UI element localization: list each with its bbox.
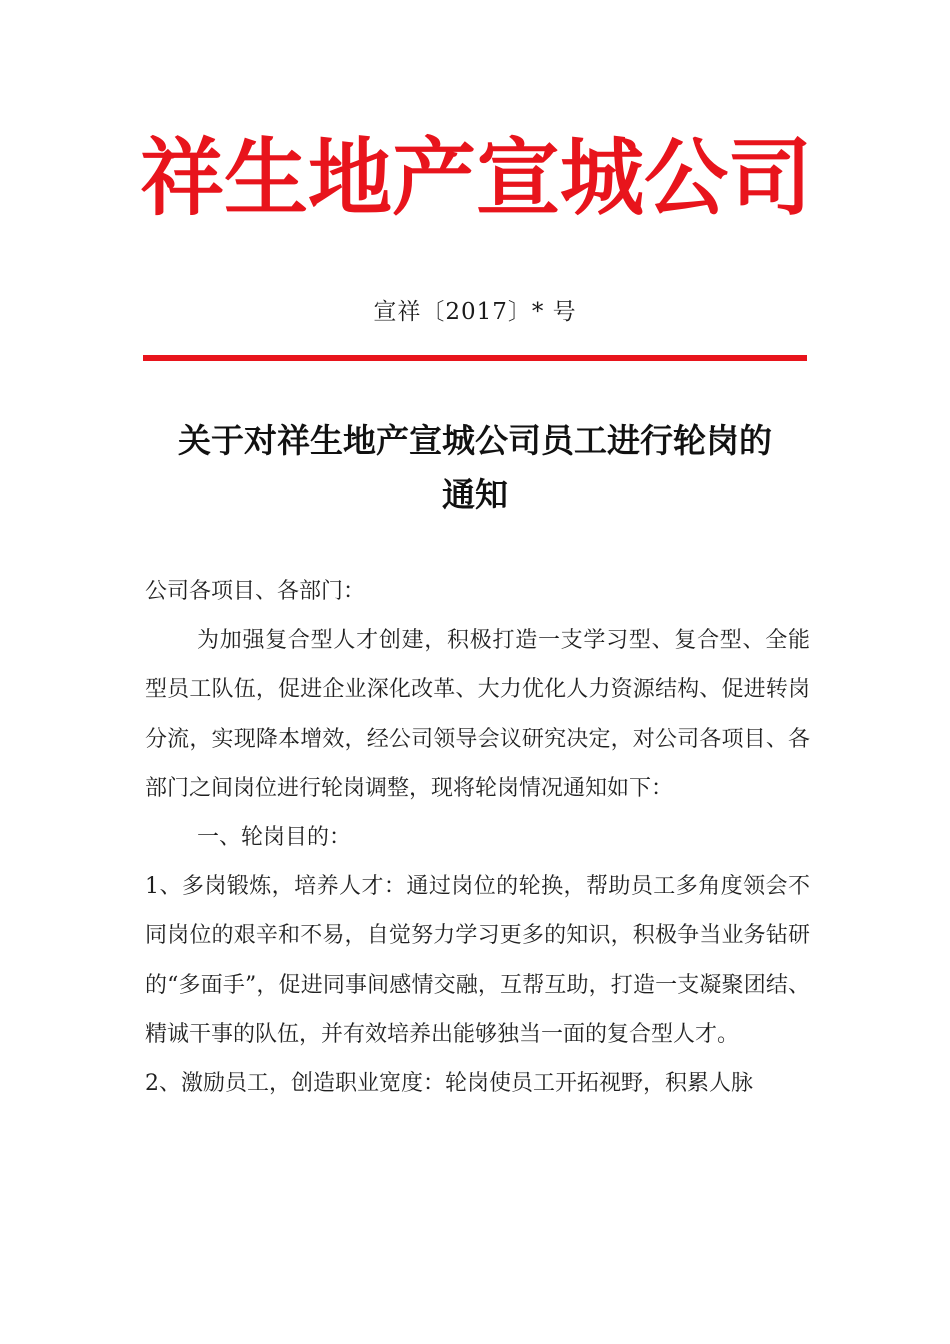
section-heading: 一、轮岗目的： [197,825,352,851]
red-divider-line [143,355,807,361]
list-item: 1、多岗锻炼，培养人才：通过岗位的轮换，帮助员工多角度领会不同岗位的艰辛和不易，自觉努力学习更多的知识，积极争当业务钻研的“多面手”，促进同事间感情交融，互帮互助，打造一支凝聚团结、精诚干事的队伍，并有效培养出能够独当一面的复合型人才。 [145,874,810,1047]
document-body [145,567,810,1108]
salutation: 公司各项目、各部门： [145,579,366,604]
list-item: 2、激励员工，创造职业宽度：轮岗使员工开拓视野，积累人脉 [145,1071,753,1097]
document-title [140,414,810,522]
intro-paragraph: 为加强复合型人才创建，积极打造一支学习型、复合型、全能型员工队伍，促进企业深化改革、大力优化人力资源结构、促进转岗分流，实现降本增效，经公司领导会议研究决定，对公司各项目、各部门之间岗位进行轮岗调整，现将轮岗情况通知如下： [145,628,810,801]
organization-masthead: 祥生地产宣城公司 [140,128,813,227]
document-number: 宣祥〔2017〕* 号 [373,299,577,325]
document-title-line-1: 关于对祥生地产宣城公司员工进行轮岗的 [178,421,772,460]
document-title-line-2: 通知 [442,475,508,514]
